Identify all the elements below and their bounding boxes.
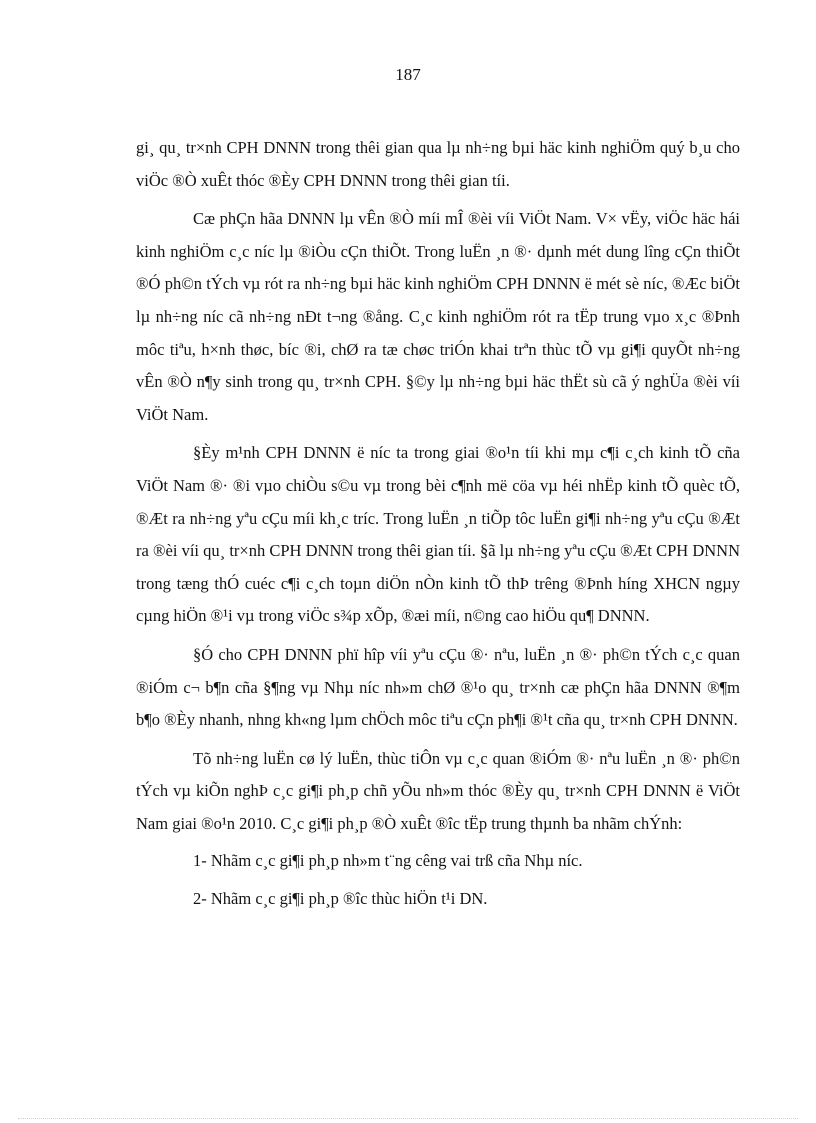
paragraph-1: gi¸ qu¸ tr×nh CPH DNNN trong thêi gian qua lµ nh÷ng bµi häc kinh nghiÖm quý b¸u cho viÖc ®Ò xuÊt thóc ®Èy CPH DNNN trong thêi gian tíi. [136,138,740,190]
paragraph-5: Tõ nh÷ng luËn cø lý luËn, thùc tiÔn vµ c¸c quan ®iÓm ®· nªu luËn ¸n ®· ph©n tÝch vµ kiÕn nghÞ c¸c gi¶i ph¸p chñ yÕu nh»m thóc ®Èy qu¸ tr×nh CPH DNNN ë ViÖt Nam giai ®o¹n 2010. C¸c gi¶i ph¸p ®Ò xuÊt ®îc tËp trung thµnh ba nhãm chÝnh: [136,748,740,833]
footer-divider [18,1118,798,1119]
page-number: 187 [395,65,421,84]
list-item-1: 1- Nhãm c¸c gi¶i ph¸p nh»m t¨ng cêng vai trß cña Nhµ níc. [193,851,583,871]
list-item-2: 2- Nhãm c¸c gi¶i ph¸p ®îc thùc hiÖn t¹i DN. [193,889,488,909]
body-text [136,132,740,916]
paragraph-4: §Ó cho CPH DNNN phï hîp víi yªu cÇu ®· nªu, luËn ¸n ®· ph©n tÝch c¸c quan ®iÓm c¬ b¶n cña §¶ng vµ Nhµ níc nh»m chØ ®¹o qu¸ tr×nh cæ phÇn hãa DNNN ®¶m b¶o ®Èy nhanh, nhng kh«ng lµm chÖch môc tiªu cÇn ph¶i ®¹t cña qu¸ tr×nh CPH DNNN. [136,644,740,730]
paragraph-2: Cæ phÇn hãa DNNN lµ vÊn ®Ò míi mÎ ®èi víi ViÖt Nam. V× vËy, viÖc häc hái kinh nghiÖm c¸c níc lµ ®iÒu cÇn thiÕt. Trong luËn ¸n ®· dµnh mét dung lîng cÇn thiÕt ®Ó ph©n tÝch vµ rót ra nh÷ng bµi häc kinh nghiÖm CPH DNNN ë mét sè níc, ®Æc biÖt lµ nh÷ng níc cã nh÷ng nÐt t¬ng ®ång. C¸c kinh nghiÖm rót ra tËp trung vµo x¸c ®Þnh môc tiªu, h×nh thøc, bíc ®i, chØ ra tæ chøc triÓn khai trªn thùc tÕ vµ gi¶i quyÕt nh÷ng vÊn ®Ò n¶y sinh trong qu¸ tr×nh CPH. §©y lµ nh÷ng bµi häc thËt sù cã ý nghÜa ®èi víi ViÖt Nam. [136,209,740,424]
paragraph-3: §Èy m¹nh CPH DNNN ë níc ta trong giai ®o¹n tíi khi mµ c¶i c¸ch kinh tÕ cña ViÖt Nam ®· ®i vµo chiÒu s©u vµ trong bèi c¶nh më cöa vµ héi nhËp kinh tÕ quèc tÕ, ®Æt ra nh÷ng yªu cÇu míi kh¸c tríc. Trong luËn ¸n tiÕp tôc luËn gi¶i nh÷ng yªu cÇu ®Æt ra ®èi víi qu¸ tr×nh CPH DNNN trong thêi gian tíi. §ã lµ nh÷ng yªu cÇu ®Æt CPH DNNN trong tæng thÓ cuéc c¶i c¸ch toµn diÖn nÒn kinh tÕ thÞ trêng ®Þnh híng XHCN ngµy cµng hiÖn ®¹i vµ trong viÖc s¾p xÕp, ®æi míi, n©ng cao hiÖu qu¶ DNNN. [136,443,740,626]
